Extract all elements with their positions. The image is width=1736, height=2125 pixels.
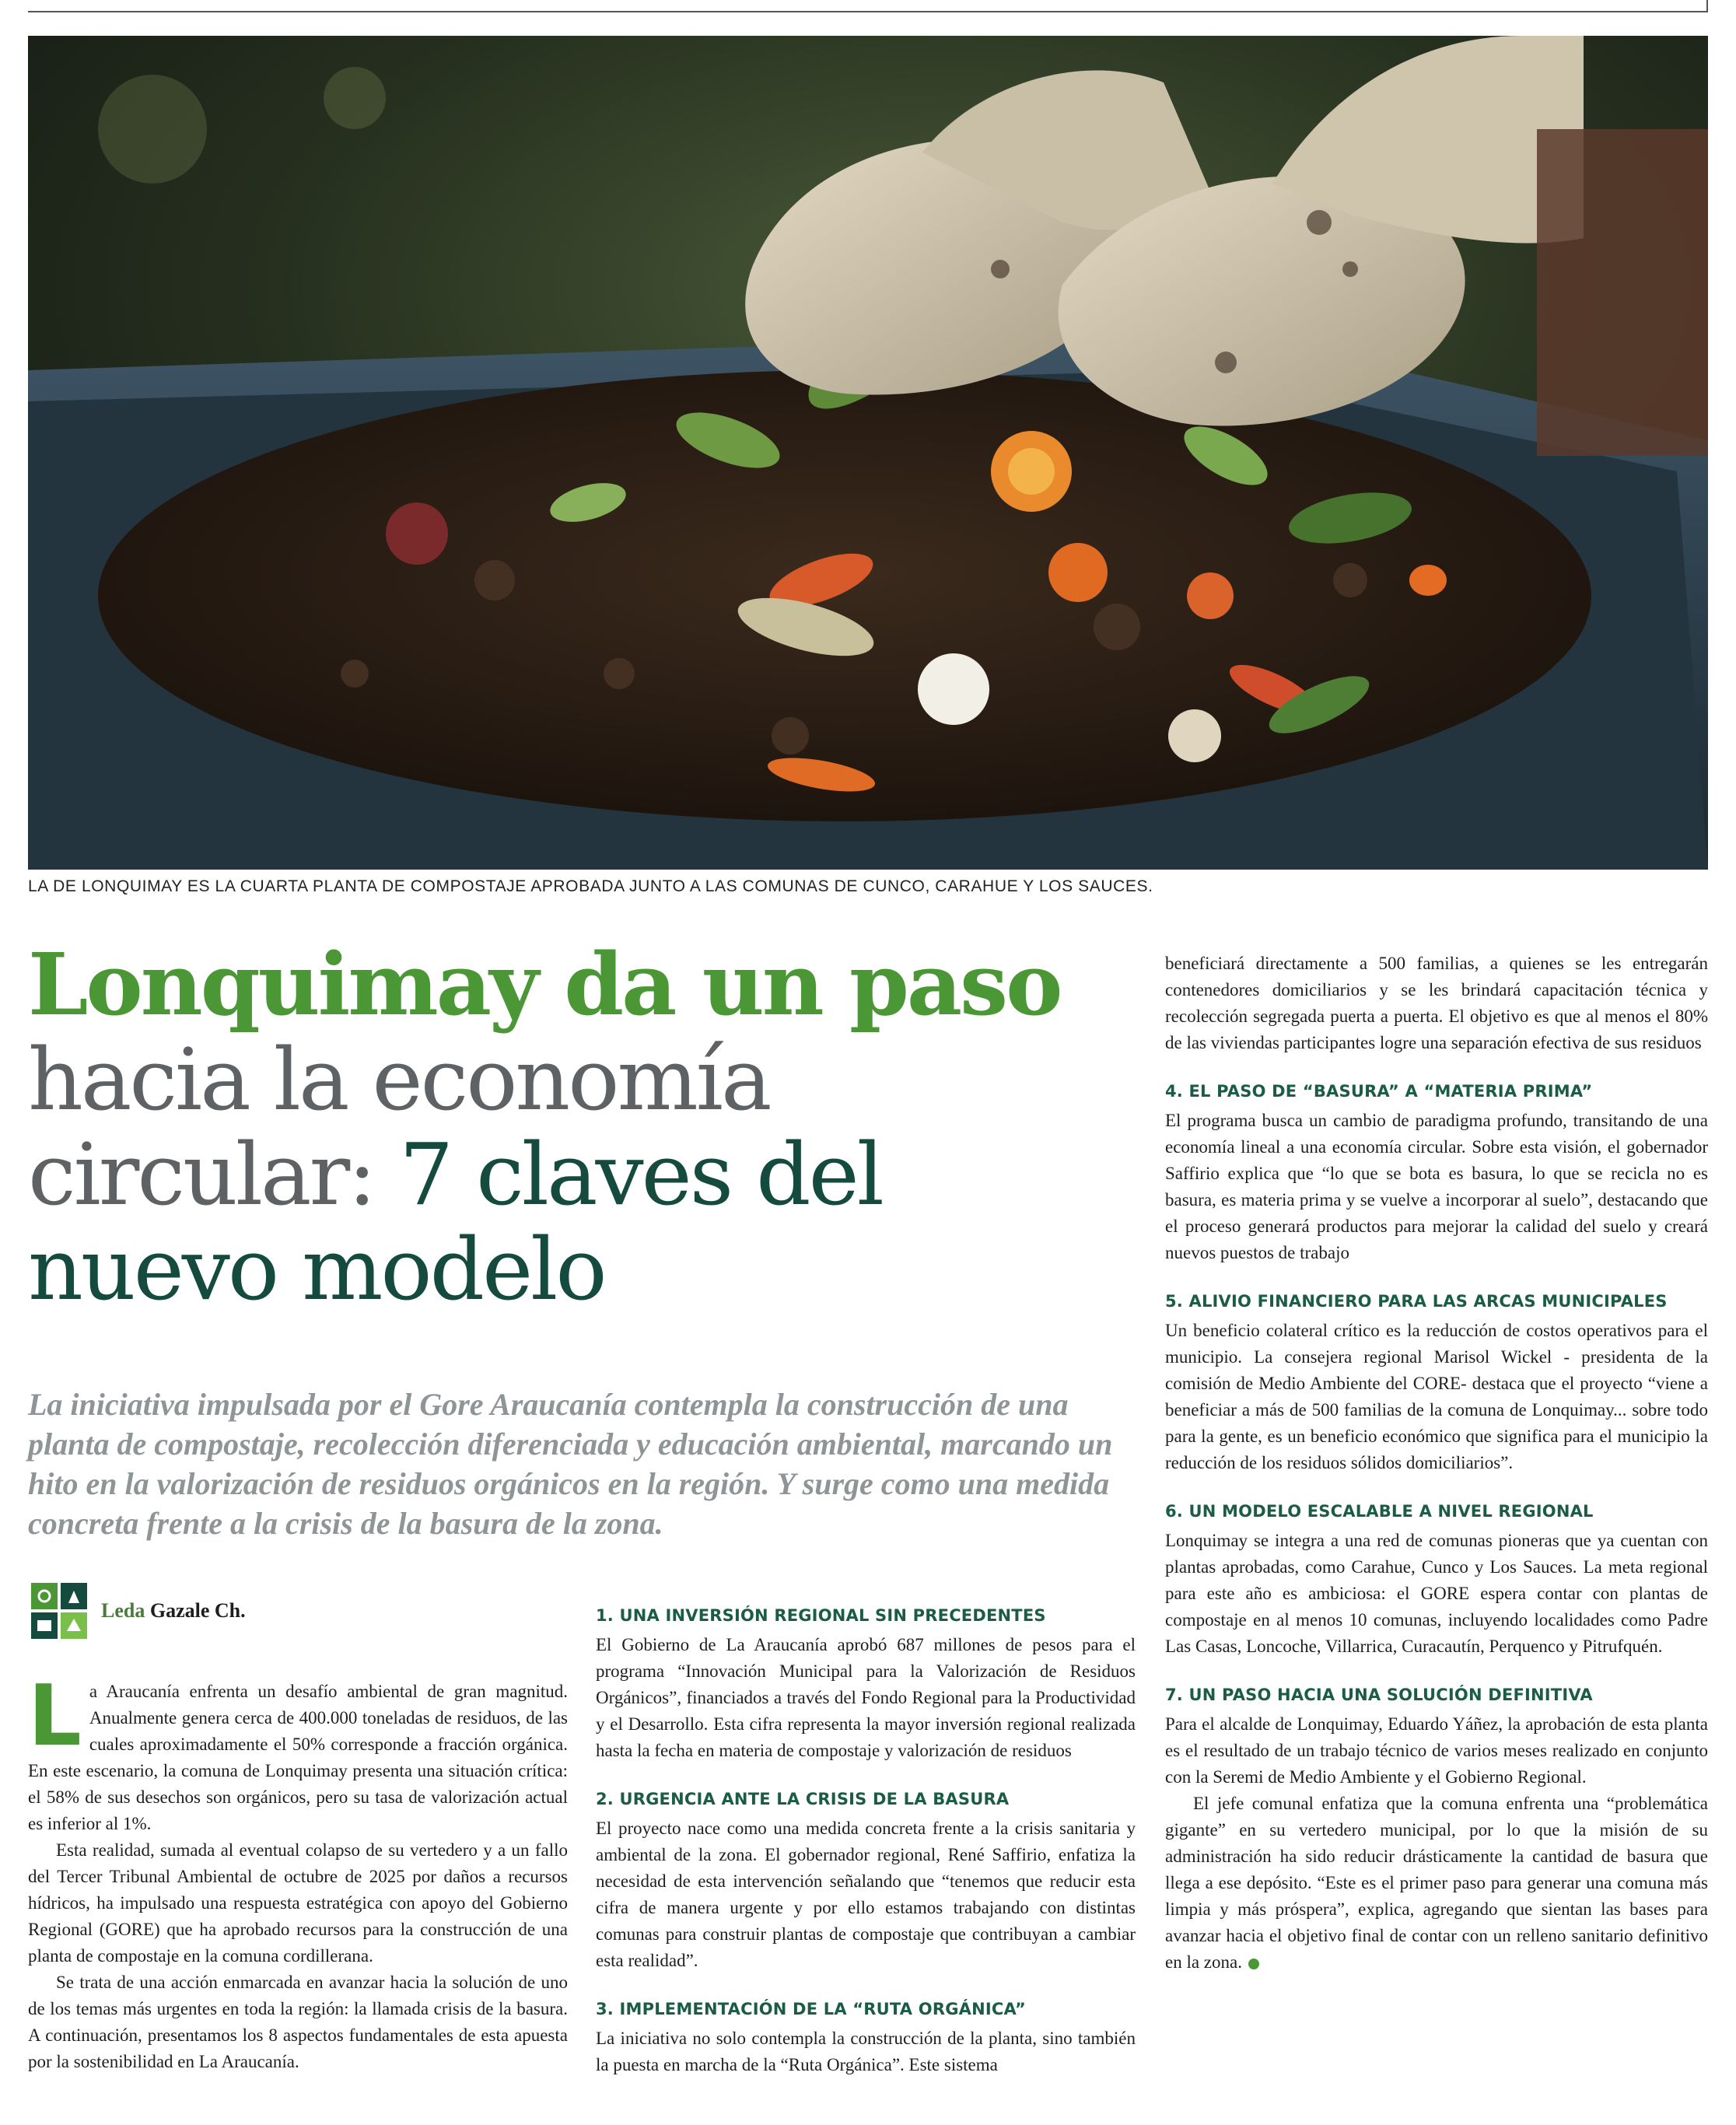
- headline-green: Lonquimay da un paso: [28, 934, 1061, 1034]
- section-1-body: El Gobierno de La Araucanía aprobó 687 millones de pesos para el programa “Innovación Municipal para la Valorización de Residuos Orgánicos”, financiados a través del Fondo Regional para la Productividad y el Desarrollo. Esta cifra representa la mayor inversión regional realizada hasta la fecha en materia de compostaje y valorización de residuos: [596, 1635, 1136, 1760]
- section-6-body: Lonquimay se integra a una red de comunas pioneras que ya cuentan con plantas aprobadas, como Carahue, Cunco y Los Sauces. La meta regional para este año es ambiciosa: el GORE espera contar con plantas de compostaje en al menos 10 comunas, incluyendo localidades como Padre Las Casas, Loncoche, Villarrica, Curacautín, Perquenco y Pitrufquén.: [1165, 1531, 1708, 1656]
- compost-photo-illustration: [28, 36, 1708, 870]
- headline-gray: hacia la economía circular:: [28, 1030, 770, 1224]
- top-rule: [28, 11, 1708, 12]
- section-1-title: 1. UNA INVERSIÓN REGIONAL SIN PRECEDENTES: [596, 1606, 1046, 1625]
- section-4-body: El programa busca un cambio de paradigma profundo, transitando de una economía lineal a una economía circular. Sobre esta visión, el gobernador Saffirio explica que “lo que se bota es basura, lo que se recicla no es basura, es materia prima y se vuelve a incorporar al suelo”, destacando que el proceso generará productos para mejorar la calidad del suelo y creará nuevos puestos de trabajo: [1165, 1111, 1708, 1262]
- headline: [28, 934, 1117, 1319]
- section-2-title: 2. URGENCIA ANTE LA CRISIS DE LA BASURA: [596, 1790, 1010, 1808]
- compost-photo: [28, 36, 1708, 870]
- top-rule-tick: [1706, 0, 1708, 11]
- section-6-title: 6. UN MODELO ESCALABLE A NIVEL REGIONAL: [1165, 1502, 1594, 1521]
- byline-author: Leda Gazale Ch.: [101, 1599, 246, 1622]
- column-3: [1165, 950, 1708, 1976]
- column-2: [596, 1602, 1136, 2078]
- column-1: [28, 1668, 568, 2075]
- section-3-body: La iniciativa no solo contempla la construcción de la planta, sino también la puesta en marcha de la “Ruta Orgánica”. Este sistema: [596, 2029, 1136, 2074]
- section-7-body-2: El jefe comunal enfatiza que la comuna enfrenta una “problemática gigante” en su vertedero municipal, por lo que la misión de su administración ha sido reducir drásticamente la cantidad de basura que llega a ese depósito. “Este es el primer paso para generar una comuna más limpia y más próspera”, explica, agregando que sientan las bases para avanzar hacia el objetivo final de contar con un relleno sanitario definitivo en la zona.: [1165, 1794, 1708, 1972]
- headline-teal: 7 claves del nuevo modelo: [28, 1125, 882, 1319]
- lede: La iniciativa impulsada por el Gore Araucanía contempla la construcción de una planta de compostaje, recolección diferenciada y educación ambiental, marcando un hito en la valorización de residuos orgánicos en la región. Y surge como una medida concreta frente a la crisis de la basura de la zona.: [28, 1387, 1113, 1541]
- section-3-continuation: beneficiará directamente a 500 familias, a quienes se les entregarán contenedores domiciliarios y se les brindará capacitación técnica y recolección segregada puerta a puerta. El objetivo es que al menos el 80% de las viviendas participantes logre una separación efectiva de sus residuos: [1165, 954, 1708, 1052]
- section-2-body: El proyecto nace como una medida concreta frente a la crisis sanitaria y ambiental de la zona. El gobernador regional, René Saffirio, enfatiza la necesidad de esta intervención señalando que “tenemos que reducir esta cifra de manera urgente y por ello estamos trabajando con distintas comunas para construir plantas de compostaje que contribuyan a cambiar esta realidad”.: [596, 1819, 1136, 1970]
- section-5-title: 5. ALIVIO FINANCIERO PARA LAS ARCAS MUNICIPALES: [1165, 1292, 1668, 1311]
- intro-paragraph-2: Esta realidad, sumada al eventual colapso de su vertedero y a un fallo del Tercer Tribunal Ambiental de octubre de 2025 por daños a recursos hídricos, ha impulsado una respuesta estratégica con apoyo del Gobierno Regional (GORE) que ha aprobado recursos para la construcción de una planta de compostaje en la comuna cordillerana.: [28, 1840, 568, 1966]
- section-5-body: Un beneficio colateral crítico es la reducción de costos operativos para el municipio. La consejera regional Marisol Wickel - presidenta de la comisión de Medio Ambiente del CORE- destaca que el proyecto “viene a beneficiar a más de 500 familias de la comuna de Lonquimay... sobre todo para la gente, es un beneficio económico que significa para el municipio la reducción de los residuos sólidos domiciliarios”.: [1165, 1321, 1708, 1472]
- intro-paragraph-1: La Araucanía enfrenta un desafío ambiental de gran magnitud. Anualmente genera cerca de 400.000 toneladas de residuos, de las cuales aproximadamente el 50% corresponde a fracción orgánica. En este escenario, la comuna de Lonquimay presenta una situación crítica: el 58% de sus desechos son orgánicos, pero su tasa de valorización actual es inferior al 1%.: [28, 1668, 568, 1833]
- section-7-body-1: Para el alcalde de Lonquimay, Eduardo Yáñez, la aprobación de esta planta es el resultado de un trabajo técnico de varios meses realizado en conjunto con la Seremi de Medio Ambiente y el Gobierno Regional.: [1165, 1714, 1708, 1787]
- section-3-title: 3. IMPLEMENTACIÓN DE LA “RUTA ORGÁNICA”: [596, 2000, 1027, 2018]
- newspaper-logo-icon: [31, 1583, 87, 1639]
- section-7-title: 7. UN PASO HACIA UNA SOLUCIÓN DEFINITIVA: [1165, 1686, 1593, 1704]
- end-mark-icon: [1248, 1959, 1259, 1969]
- section-4-title: 4. EL PASO DE “BASURA” A “MATERIA PRIMA”: [1165, 1082, 1593, 1101]
- intro-paragraph-3: Se trata de una acción enmarcada en avanzar hacia la solución de uno de los temas más urgentes en toda la región: la llamada crisis de la basura. A continuación, presentamos los 8 aspectos fundamentales de esta apuesta por la sostenibilidad en La Araucanía.: [28, 1973, 568, 2071]
- drop-cap: L: [28, 1668, 82, 1765]
- photo-caption: LA DE LONQUIMAY ES LA CUARTA PLANTA DE COMPOSTAJE APROBADA JUNTO A LAS COMUNAS DE CUNCO, CARAHUE Y LOS SAUCES.: [28, 877, 1153, 895]
- byline: [31, 1583, 246, 1639]
